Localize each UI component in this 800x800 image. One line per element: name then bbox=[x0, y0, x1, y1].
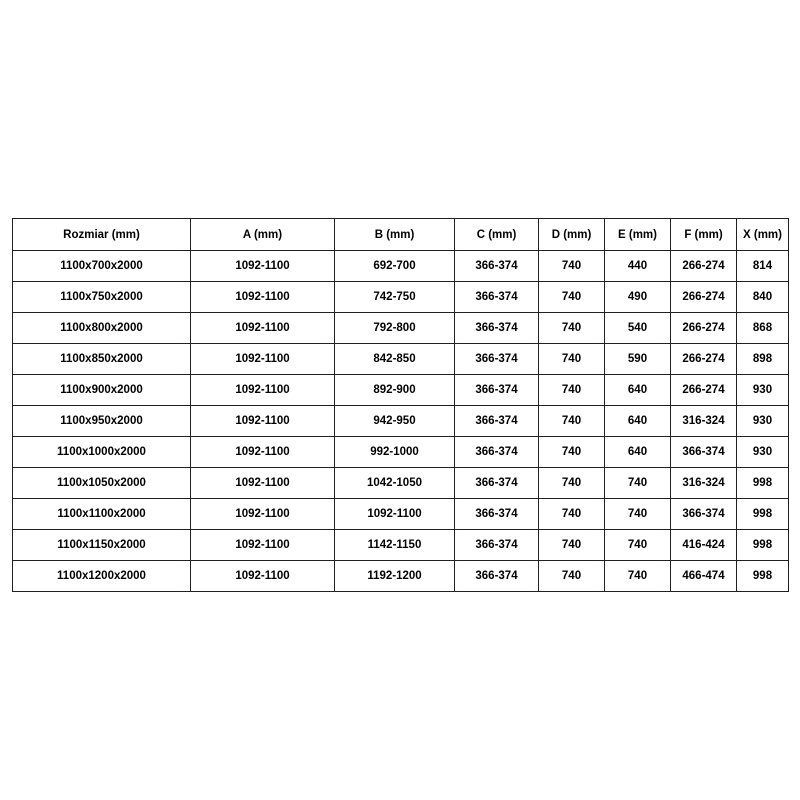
cell-f: 466-474 bbox=[671, 561, 737, 592]
table-row bbox=[13, 499, 789, 530]
cell-b: 892-900 bbox=[335, 375, 455, 406]
cell-c: 366-374 bbox=[455, 375, 539, 406]
cell-c: 366-374 bbox=[455, 499, 539, 530]
cell-x: 930 bbox=[737, 406, 789, 437]
cell-d: 740 bbox=[539, 375, 605, 406]
cell-rozmiar: 1100x850x2000 bbox=[13, 344, 191, 375]
cell-c: 366-374 bbox=[455, 468, 539, 499]
column-header-x: X (mm) bbox=[737, 219, 789, 251]
cell-x: 930 bbox=[737, 437, 789, 468]
cell-d: 740 bbox=[539, 499, 605, 530]
table-body bbox=[13, 251, 789, 592]
cell-rozmiar: 1100x1200x2000 bbox=[13, 561, 191, 592]
dimensions-table-container bbox=[12, 218, 788, 592]
cell-d: 740 bbox=[539, 313, 605, 344]
table-header-row bbox=[13, 219, 789, 251]
cell-c: 366-374 bbox=[455, 406, 539, 437]
cell-a: 1092-1100 bbox=[191, 344, 335, 375]
column-header-c: C (mm) bbox=[455, 219, 539, 251]
cell-e: 640 bbox=[605, 406, 671, 437]
table-row bbox=[13, 344, 789, 375]
cell-e: 590 bbox=[605, 344, 671, 375]
table-row bbox=[13, 530, 789, 561]
cell-a: 1092-1100 bbox=[191, 499, 335, 530]
cell-x: 898 bbox=[737, 344, 789, 375]
cell-f: 266-274 bbox=[671, 375, 737, 406]
cell-x: 840 bbox=[737, 282, 789, 313]
cell-b: 1142-1150 bbox=[335, 530, 455, 561]
cell-b: 1092-1100 bbox=[335, 499, 455, 530]
column-header-f: F (mm) bbox=[671, 219, 737, 251]
cell-rozmiar: 1100x950x2000 bbox=[13, 406, 191, 437]
cell-e: 490 bbox=[605, 282, 671, 313]
cell-b: 842-850 bbox=[335, 344, 455, 375]
dimensions-table bbox=[12, 218, 789, 592]
cell-e: 640 bbox=[605, 375, 671, 406]
cell-f: 366-374 bbox=[671, 437, 737, 468]
cell-f: 366-374 bbox=[671, 499, 737, 530]
cell-a: 1092-1100 bbox=[191, 251, 335, 282]
column-header-e: E (mm) bbox=[605, 219, 671, 251]
cell-b: 1042-1050 bbox=[335, 468, 455, 499]
cell-e: 540 bbox=[605, 313, 671, 344]
cell-c: 366-374 bbox=[455, 313, 539, 344]
cell-e: 740 bbox=[605, 499, 671, 530]
cell-d: 740 bbox=[539, 530, 605, 561]
cell-f: 266-274 bbox=[671, 251, 737, 282]
cell-c: 366-374 bbox=[455, 282, 539, 313]
cell-rozmiar: 1100x1100x2000 bbox=[13, 499, 191, 530]
table-row bbox=[13, 406, 789, 437]
cell-rozmiar: 1100x900x2000 bbox=[13, 375, 191, 406]
table-row bbox=[13, 437, 789, 468]
cell-f: 266-274 bbox=[671, 313, 737, 344]
cell-b: 742-750 bbox=[335, 282, 455, 313]
cell-a: 1092-1100 bbox=[191, 561, 335, 592]
cell-e: 740 bbox=[605, 530, 671, 561]
cell-x: 998 bbox=[737, 468, 789, 499]
cell-e: 440 bbox=[605, 251, 671, 282]
cell-a: 1092-1100 bbox=[191, 406, 335, 437]
table-row bbox=[13, 313, 789, 344]
cell-d: 740 bbox=[539, 251, 605, 282]
cell-a: 1092-1100 bbox=[191, 313, 335, 344]
cell-c: 366-374 bbox=[455, 251, 539, 282]
cell-a: 1092-1100 bbox=[191, 375, 335, 406]
table-header bbox=[13, 219, 789, 251]
cell-d: 740 bbox=[539, 437, 605, 468]
cell-f: 266-274 bbox=[671, 344, 737, 375]
cell-b: 942-950 bbox=[335, 406, 455, 437]
cell-d: 740 bbox=[539, 406, 605, 437]
cell-x: 998 bbox=[737, 561, 789, 592]
column-header-d: D (mm) bbox=[539, 219, 605, 251]
cell-e: 740 bbox=[605, 561, 671, 592]
cell-x: 814 bbox=[737, 251, 789, 282]
cell-c: 366-374 bbox=[455, 561, 539, 592]
cell-rozmiar: 1100x800x2000 bbox=[13, 313, 191, 344]
column-header-rozmiar: Rozmiar (mm) bbox=[13, 219, 191, 251]
cell-a: 1092-1100 bbox=[191, 468, 335, 499]
cell-rozmiar: 1100x700x2000 bbox=[13, 251, 191, 282]
cell-b: 692-700 bbox=[335, 251, 455, 282]
cell-a: 1092-1100 bbox=[191, 437, 335, 468]
cell-e: 640 bbox=[605, 437, 671, 468]
cell-f: 316-324 bbox=[671, 406, 737, 437]
cell-c: 366-374 bbox=[455, 344, 539, 375]
table-row bbox=[13, 561, 789, 592]
table-row bbox=[13, 251, 789, 282]
column-header-a: A (mm) bbox=[191, 219, 335, 251]
cell-b: 792-800 bbox=[335, 313, 455, 344]
cell-d: 740 bbox=[539, 468, 605, 499]
cell-b: 1192-1200 bbox=[335, 561, 455, 592]
cell-c: 366-374 bbox=[455, 437, 539, 468]
cell-a: 1092-1100 bbox=[191, 530, 335, 561]
table-row bbox=[13, 375, 789, 406]
cell-b: 992-1000 bbox=[335, 437, 455, 468]
cell-x: 868 bbox=[737, 313, 789, 344]
cell-f: 416-424 bbox=[671, 530, 737, 561]
cell-d: 740 bbox=[539, 561, 605, 592]
cell-d: 740 bbox=[539, 344, 605, 375]
cell-f: 316-324 bbox=[671, 468, 737, 499]
cell-e: 740 bbox=[605, 468, 671, 499]
cell-c: 366-374 bbox=[455, 530, 539, 561]
cell-d: 740 bbox=[539, 282, 605, 313]
cell-rozmiar: 1100x1000x2000 bbox=[13, 437, 191, 468]
cell-rozmiar: 1100x1050x2000 bbox=[13, 468, 191, 499]
cell-a: 1092-1100 bbox=[191, 282, 335, 313]
table-row bbox=[13, 282, 789, 313]
cell-rozmiar: 1100x1150x2000 bbox=[13, 530, 191, 561]
table-row bbox=[13, 468, 789, 499]
cell-rozmiar: 1100x750x2000 bbox=[13, 282, 191, 313]
column-header-b: B (mm) bbox=[335, 219, 455, 251]
cell-x: 930 bbox=[737, 375, 789, 406]
cell-f: 266-274 bbox=[671, 282, 737, 313]
cell-x: 998 bbox=[737, 499, 789, 530]
cell-x: 998 bbox=[737, 530, 789, 561]
